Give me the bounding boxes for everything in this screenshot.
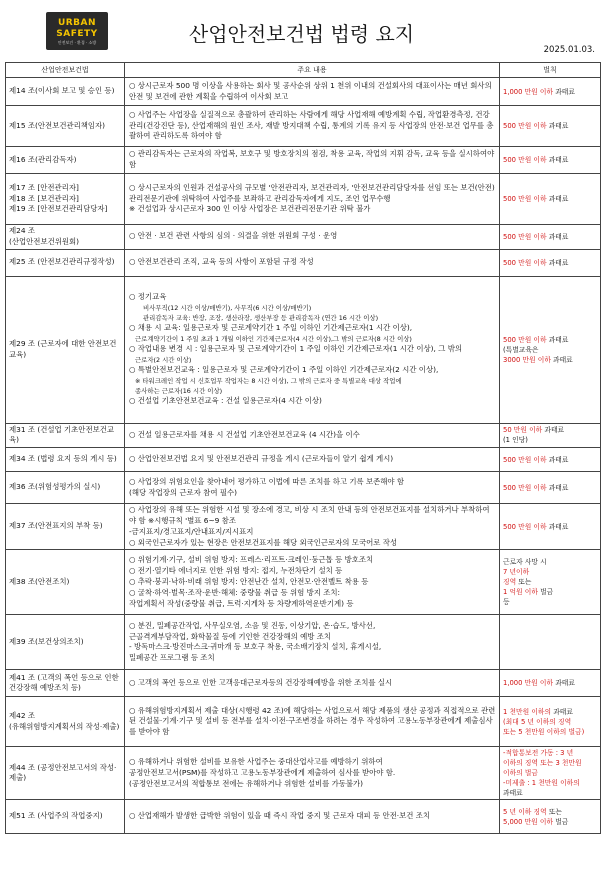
- content-line: 종사하는 근로자(16 시간 이상): [135, 387, 223, 396]
- penalty-cell: [500, 78, 601, 106]
- penalty-cell: [500, 106, 601, 147]
- penalty-line: [503, 717, 597, 727]
- article-cell: [6, 448, 125, 472]
- penalty-type: 과태료: [546, 156, 569, 164]
- article-text: 제42 조: [9, 711, 36, 721]
- penalty-line: [503, 597, 597, 607]
- penalty-type: (특별교육은: [503, 345, 539, 354]
- penalty-amount: 500 만원 이하: [503, 232, 547, 241]
- content-line: ○ 관리감독자는 근로자의 작업복, 보호구 및 방호장치의 점검, 착용 교육, 작업의 지휘 감독, 교육 등을 실시하여야 함: [129, 149, 495, 169]
- penalty-amount: 500 만원 이하: [503, 455, 547, 464]
- penalty-line: [503, 121, 597, 131]
- content-cell: [125, 615, 500, 670]
- penalty-amount: 1,000 만원 이하: [503, 87, 554, 96]
- logo-line-2: SAFETY: [56, 29, 98, 39]
- header-article: 산업안전보건법: [6, 63, 125, 78]
- content-line: ○ 건설 일용근로자를 채용 시 건설업 기초안전보건교육 (4 시간)을 이수: [129, 429, 360, 439]
- penalty-type: 또는: [516, 578, 532, 587]
- penalty-line: [503, 232, 597, 242]
- content-line: ○ 사업장의 유해 또는 위험한 시설 및 장소에 경고, 비상 시 조치 안내 등의 안전보건표지를 설치하거나 부착하여야 함 ※시행규칙 '별표 6~9 참조: [129, 505, 490, 525]
- document-date: 2025.01.03.: [543, 45, 595, 55]
- table-header-row: [6, 63, 601, 78]
- table-row: [6, 448, 601, 472]
- article-cell: [6, 670, 125, 697]
- penalty-line: [503, 778, 597, 788]
- penalty-amount: 또는 5 천만원 이하의 벌금): [503, 727, 585, 736]
- penalty-amount: 500 만원 이하: [503, 483, 547, 492]
- table-row: [6, 423, 601, 448]
- article-cell: [6, 472, 125, 504]
- penalty-type: 과태료: [503, 789, 523, 798]
- penalty-line: [503, 587, 597, 597]
- article-cell: [6, 78, 125, 106]
- header-content: 주요 내용: [125, 63, 500, 78]
- article-text: 제38 조(안전조치): [9, 576, 70, 586]
- table-row: [6, 697, 601, 747]
- penalty-amount: 이하의 징역 또는 3 천만원: [503, 759, 582, 768]
- table-row: [6, 249, 601, 276]
- penalty-line: [503, 435, 597, 445]
- content-line: ○ 사업장의 위험요인을 찾아내어 평가하고 이법에 따른 조치를 하고 기록 보존해야 함: [129, 476, 405, 486]
- content-line: ○ 위험기계·기구, 설비 위험 방지: 프레스·리프트·크레인·둥근톱 등 방호조치: [129, 555, 374, 565]
- table-row: [6, 550, 601, 615]
- article-cell: [6, 276, 125, 423]
- penalty-amount: 500 만원 이하: [503, 522, 547, 531]
- article-cell: [6, 550, 125, 615]
- content-line: ○ 전기·열기타 에너지로 인한 위험 방지: 접지, 누전차단기 설치 등: [129, 566, 343, 576]
- table-row: [6, 615, 601, 670]
- article-text: (산업안전보건위원회): [9, 236, 80, 246]
- penalty-type: 과태료: [553, 87, 575, 96]
- penalty-line: [503, 258, 597, 268]
- article-cell: [6, 800, 125, 834]
- penalty-cell: [500, 670, 601, 697]
- penalty-line: [503, 557, 597, 567]
- table-row: [6, 670, 601, 697]
- penalty-amount: 1 천만원 이하의: [503, 707, 552, 716]
- penalty-type: 과태료: [546, 232, 569, 241]
- penalty-type: 또는: [546, 807, 562, 816]
- content-cell: [125, 472, 500, 504]
- penalty-line: [503, 335, 597, 345]
- article-text: 제44 조 (공정안전보고서의 작성·제출): [9, 762, 117, 783]
- penalty-cell: [500, 276, 601, 423]
- penalty-line: [503, 768, 597, 778]
- article-text: 제31 조 (건설업 기초안전보건교육): [9, 424, 115, 445]
- article-text: 제36 조(위험성평가의 실시): [9, 482, 101, 492]
- table-row: [6, 276, 601, 423]
- penalty-type: 과태료: [553, 679, 575, 688]
- table-row: [6, 800, 601, 834]
- penalty-line: [503, 577, 597, 587]
- penalty-amount: 500 만원 이하: [503, 258, 547, 267]
- content-line: ○ 상시근로자 500 명 이상을 사용하는 회사 및 공사순위 상위 1 천위 이내의 건설회사의 대표이사는 매년 회사의 안전 및 보건에 관한 계획을 수립하여 이사회 보고: [129, 80, 492, 101]
- content-line: ※ 타워크레인 작업 시 신호업무 작업자는 8 시간 이상), 그 밖의 근로자 중 특별교육 대상 작업에: [135, 376, 402, 385]
- content-cell: [125, 106, 500, 147]
- penalty-amount: -적합통보전 가동 : 3 년: [503, 749, 574, 758]
- penalty-amount: 500 만원 이하: [503, 156, 547, 164]
- content-cell: [125, 423, 500, 448]
- content-cell: [125, 504, 500, 550]
- content-line: ○ 정기교육: [129, 291, 167, 301]
- penalty-cell: [500, 747, 601, 800]
- article-text: (유해위험방지계획서의 작성·제출): [9, 721, 120, 731]
- penalty-cell: [500, 174, 601, 225]
- content-cell: [125, 747, 500, 800]
- article-cell: [6, 106, 125, 147]
- penalty-line: [503, 707, 597, 717]
- table-row: [6, 147, 601, 174]
- penalty-amount: 50 만원 이하: [503, 426, 543, 435]
- penalty-line: [503, 345, 597, 355]
- content-line: ○ 고객의 폭언 등으로 인한 고객응대근로자등의 건강장해예방을 위한 조치를 실시: [129, 677, 393, 687]
- penalty-type: 과태료: [546, 483, 569, 492]
- content-line: 관리감독자 교육: 반장, 조장, 생산라장, 생산부장 등 관리감독자 (연간 16 시간 이상): [143, 313, 379, 322]
- article-text: 제51 조 (사업주의 작업중지): [9, 811, 103, 821]
- penalty-type: 벌금: [553, 817, 569, 826]
- header-penalty: 벌칙: [500, 63, 601, 78]
- penalty-type: (1 인당): [503, 436, 528, 445]
- content-line: ○ 외국인근로자가 있는 현장은 안전보건표지를 해당 외국인근로자의 모국어로 작성: [129, 537, 397, 547]
- penalty-line: [503, 483, 597, 493]
- penalty-amount: 500 만원 이하: [503, 195, 547, 203]
- penalty-type: 과태료: [542, 426, 565, 435]
- article-cell: [6, 615, 125, 670]
- content-cell: [125, 174, 500, 225]
- penalty-type: 과태료: [551, 707, 573, 716]
- content-line: ○ 작업내용 변경 시 : 일용근로자 및 근로계약기간이 1 주일 이하인 기간제근로자(1 시간 이상), 그 밖의: [129, 344, 462, 354]
- penalty-cell: [500, 225, 601, 250]
- penalty-cell: [500, 697, 601, 747]
- penalty-type: 과태료: [546, 522, 569, 531]
- content-line: 공정안전보고서(PSM)를 작성하고 고용노동부장관에게 제출하여 심사를 받아야 함.: [129, 767, 396, 777]
- penalty-type: 과태료: [550, 355, 573, 364]
- penalty-line: [503, 817, 597, 827]
- article-text: 제17 조 [안전관리자]: [9, 182, 79, 192]
- article-cell: [6, 147, 125, 174]
- content-cell: [125, 276, 500, 423]
- table-row: [6, 504, 601, 550]
- table-row: [6, 174, 601, 225]
- logo-line-1: URBAN: [57, 18, 97, 28]
- article-text: 제34 조 (법령 요지 등의 게시 등): [9, 454, 117, 464]
- content-line: ○ 안전보건관리 조직, 교육 등의 사항이 포함된 규정 작성: [129, 257, 314, 267]
- penalty-type: 등: [503, 598, 510, 607]
- table-row: [6, 78, 601, 106]
- penalty-cell: [500, 147, 601, 174]
- penalty-type: 과태료: [546, 122, 569, 130]
- penalty-type: 벌금: [537, 588, 554, 597]
- law-summary-table: [5, 62, 601, 834]
- content-line: 근로계약기간이 1 주일 초과 1 개월 이하인 기간제근로자(4 시간 이상),그 밖의 근로자(8 시간 이상): [135, 334, 412, 343]
- content-cell: [125, 800, 500, 834]
- content-cell: [125, 697, 500, 747]
- content-line: -금지표지/경고표지/안내표지/지시표지: [129, 526, 254, 536]
- penalty-line: [503, 155, 597, 165]
- penalty-amount: 징역: [503, 578, 517, 587]
- penalty-cell: [500, 448, 601, 472]
- penalty-type: 과태료: [546, 455, 569, 464]
- penalty-cell: [500, 615, 601, 670]
- penalty-amount: 이하의 벌금: [503, 769, 538, 778]
- penalty-line: [503, 678, 597, 688]
- penalty-amount: 7 년이하: [503, 568, 530, 577]
- penalty-type: 과태료: [546, 258, 569, 267]
- article-cell: [6, 225, 125, 250]
- penalty-amount: -미제출 : 1 천만원 이하의: [503, 779, 580, 788]
- penalty-amount: 5 년 이하 징역: [503, 807, 547, 816]
- article-text: 제41 조 (고객의 폭언 등으로 인한 건강장해 예방조치 등): [9, 672, 119, 693]
- penalty-type: 과태료: [546, 335, 569, 344]
- penalty-line: [503, 727, 597, 737]
- penalty-cell: [500, 550, 601, 615]
- penalty-line: [503, 758, 597, 768]
- penalty-line: [503, 355, 597, 365]
- article-cell: [6, 504, 125, 550]
- penalty-cell: [500, 249, 601, 276]
- table-row: [6, 225, 601, 250]
- content-cell: [125, 249, 500, 276]
- content-cell: [125, 78, 500, 106]
- article-cell: [6, 747, 125, 800]
- penalty-line: [503, 748, 597, 758]
- content-line: ○ 건설업 기초안전보건교육 : 건설 일용근로자(4 시간 이상): [129, 396, 322, 406]
- table-row: [6, 747, 601, 800]
- penalty-amount: 1 억원 이하: [503, 588, 538, 597]
- logo-line-3: 안전보건 · 환경 · 소방: [57, 40, 97, 45]
- table-row: [6, 106, 601, 147]
- content-line: ○ 산업재해가 발생한 급박한 위험이 있을 때 즉시 작업 중지 및 근로자 대피 등 안전·보건 조치: [129, 811, 431, 821]
- content-cell: [125, 670, 500, 697]
- content-cell: [125, 448, 500, 472]
- page-title: 산업안전보건법 법령 요지: [188, 22, 415, 46]
- content-line: ○ 유해위험방지계획서 제출 대상(시행령 42 조)에 해당하는 사업으로서 해당 제품의 생산 공정과 직접적으로 관련된 건설물·기계·기구 및 설비 등 전부를 설치·이전·구조변경을 하려는 경우 작성하여 고용노동부장관에게 제출심사를 받아야 함: [129, 705, 496, 737]
- article-text: 제37 조(안전표지의 부착 등): [9, 521, 103, 531]
- penalty-amount: (최대 5 년 이하의 징역: [503, 717, 572, 726]
- content-line: ※ 건설업과 상시근로자 300 인 이상 사업장은 보건관리전문기관 위탁 불가: [129, 204, 371, 214]
- article-text: 제39 조(보건상의조치): [9, 636, 84, 646]
- penalty-cell: [500, 423, 601, 448]
- content-line: 근로자(2 시간 이상): [135, 355, 192, 364]
- article-text: 제19 조 [안전보건관리담당자]: [9, 204, 108, 214]
- penalty-type: 과태료: [546, 195, 569, 203]
- content-line: 작업계획서 작성(중량물 취급, 트럭·지게차 등 차량계하역운반기계) 등: [129, 598, 354, 608]
- content-line: (해당 작업장의 근로자 참여 필수): [129, 487, 237, 497]
- content-line: ○ 채용 시 교육: 일용근로자 및 근로계약기간 1 주일 이하인 기간제근로자(1 시간 이상),: [129, 323, 413, 333]
- penalty-line: [503, 194, 597, 204]
- table-row: [6, 472, 601, 504]
- article-text: 제25 조 (안전보건관리규정작성): [9, 257, 115, 267]
- penalty-cell: [500, 504, 601, 550]
- penalty-amount: 1,000 만원 이하: [503, 679, 554, 688]
- content-cell: [125, 147, 500, 174]
- content-line: ○ 굴착·하역·벌목·조작·운반·해체: 중량물 취급 등 위험 방지 조치:: [129, 587, 340, 597]
- penalty-line: [503, 567, 597, 577]
- article-cell: [6, 423, 125, 448]
- table-body: [6, 78, 601, 834]
- content-cell: [125, 550, 500, 615]
- content-cell: [125, 225, 500, 250]
- article-cell: [6, 174, 125, 225]
- content-line: ○ 특별안전보건교육 : 일용근로자 및 근로계약기간이 1 주일 이하인 기간제근로자(2 시간 이상),: [129, 365, 439, 375]
- article-cell: [6, 697, 125, 747]
- content-line: ○ 상시근로자의 인원과 건설공사의 규모별 '안전관리자, 보건관리자, '안전보건관리담당자를 선임 또는 보건(안전)관리전문기관에 위탁하여 사업주를 보좌하고 관리감독자에게 지도, 조언 업무수행: [129, 182, 495, 203]
- penalty-cell: [500, 472, 601, 504]
- content-line: ○ 산업안전보건법 요지 및 안전보건관리 규정을 게시 (근로자들이 알기 쉽게 게시): [129, 454, 394, 464]
- article-text: 제24 조: [9, 226, 36, 235]
- penalty-amount: 3000 만원 이하: [503, 355, 551, 364]
- article-text: 제14 조(이사회 보고 및 승인 등): [9, 86, 115, 96]
- content-line: - 방독마스크·방진마스크·귀마개 등 보호구 착용, 국소배기장치 설치, 휴게시설,: [129, 642, 382, 652]
- content-line: ○ 추락·붕괴·낙하·비래 위험 방지: 안전난간 설치, 안전모·안전벨트 착용 등: [129, 576, 369, 586]
- article-cell: [6, 249, 125, 276]
- content-line: (공정안전보고서의 적합통보 전에는 유해하거나 위험한 설비를 가동불가): [129, 778, 364, 788]
- content-line: 근골격계부담작업, 화학물질 등에 기인한 건강장해의 예방 조치: [129, 631, 332, 641]
- penalty-type: 근로자 사망 시: [503, 558, 547, 567]
- content-line: ○ 사업주는 사업장을 실질적으로 총괄하여 관리하는 사람에게 해당 사업재해 예방계획 수립, 작업환경측정, 건강관리(건강진단 등), 산업재해의 원인 조사, 재발 방지대책 수립, 통계의 기록 유지 등 사업장의 안전·보건 업무를 총괄하여 관리하도록 하여야 함: [129, 109, 494, 141]
- penalty-line: [503, 807, 597, 817]
- content-line: ○ 분진, 밀폐공간작업, 사무실오염, 소음 및 진동, 이상기압, 온·습도, 방사선,: [129, 620, 376, 630]
- content-line: 밀폐공간 프로그램 등 조치: [129, 653, 215, 663]
- article-text: 제16 조(관리감독자): [9, 154, 77, 164]
- content-line: ○ 유해하거나 위험한 설비를 보유한 사업주는 중대산업사고를 예방하기 위하여: [129, 757, 383, 767]
- penalty-cell: [500, 800, 601, 834]
- content-line: ○ 안전 · 보건 관련 사항의 심의 · 의결을 위한 위원회 구성 · 운영: [129, 231, 338, 241]
- penalty-amount: 5,000 만원 이하: [503, 817, 554, 826]
- penalty-line: [503, 425, 597, 435]
- article-text: 제18 조 [보건관리자]: [9, 193, 79, 203]
- article-text: 제15 조(안전보건관리책임자): [9, 120, 106, 130]
- penalty-amount: 500 만원 이하: [503, 122, 547, 130]
- content-line: 비사무직(12 시간 이상/매반기), 사무직(6 시간 이상/매반기): [143, 303, 312, 312]
- penalty-line: [503, 87, 597, 97]
- penalty-amount: 500 만원 이하: [503, 335, 547, 344]
- penalty-line: [503, 522, 597, 532]
- penalty-line: [503, 455, 597, 465]
- penalty-line: [503, 788, 597, 798]
- article-text: 제29 조 (근로자에 대한 안전보건교육): [9, 338, 117, 359]
